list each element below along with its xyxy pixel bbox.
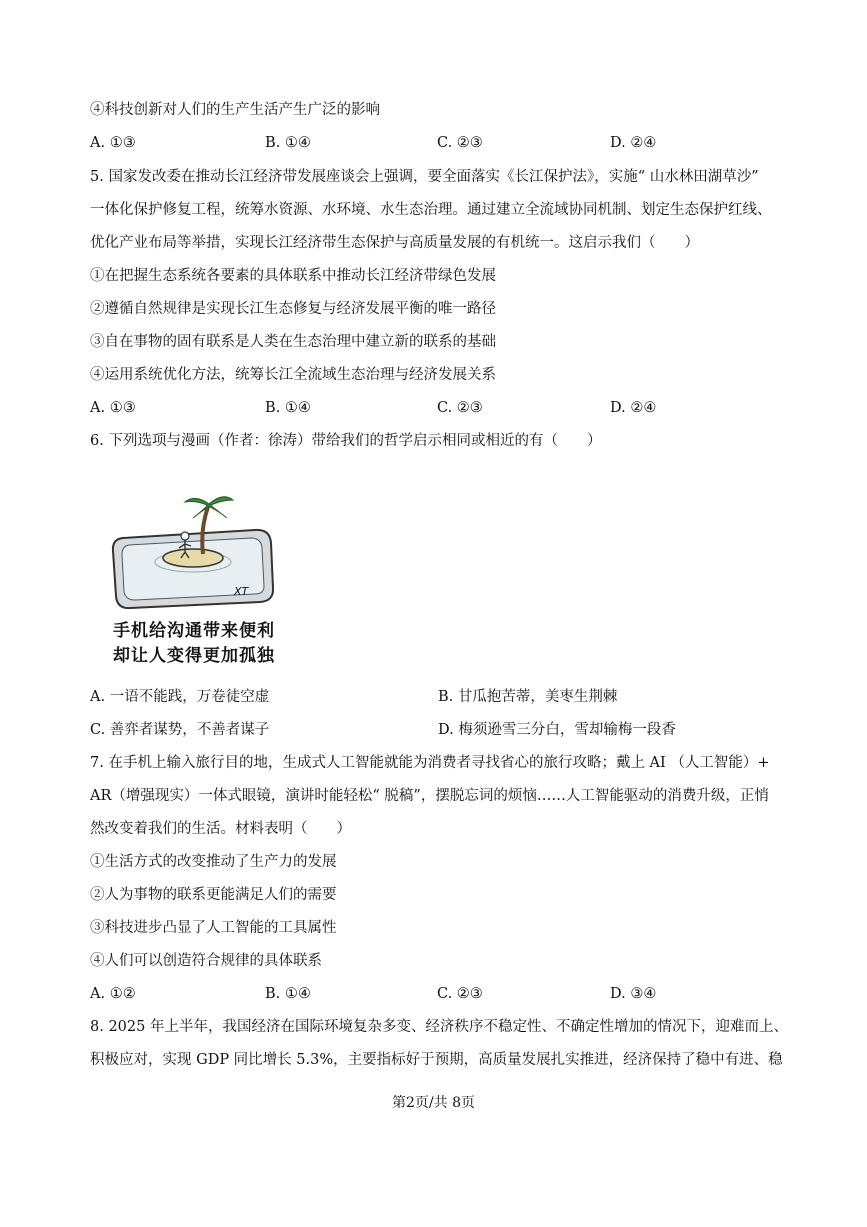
q5-item-3: ③自在事物的固有联系是人类在生态治理中建立新的联系的基础: [90, 334, 496, 350]
q7-option-a: A. ①②: [90, 986, 136, 1002]
q7-item-4: ④人们可以创造符合规律的具体联系: [90, 953, 322, 969]
q5-option-b: B. ①④: [265, 400, 311, 416]
q7-option-d: D. ③④: [610, 986, 657, 1002]
q4-option-d: D. ②④: [610, 135, 657, 151]
q5-stem-line-3: 优化产业布局等举措，实现长江经济带生态保护与高质量发展的有机统一。这启示我们（ ）: [90, 235, 699, 251]
q7-item-2: ②人为事物的联系更能满足人们的需要: [90, 887, 337, 903]
q7-item-3: ③科技进步凸显了人工智能的工具属性: [90, 920, 337, 936]
q4-option-b: B. ①④: [265, 135, 311, 151]
q6-option-d: D. 梅须逊雪三分白，雪却输梅一段香: [438, 722, 676, 738]
q5-stem-line-1: 5. 国家发改委在推动长江经济带发展座谈会上强调，要全面落实《长江保护法》，实施“ 山水林田湖草沙”: [90, 169, 759, 185]
page-number-footer: 第2页/共 8页: [392, 1095, 475, 1111]
q7-option-c: C. ②③: [437, 986, 483, 1002]
q7-stem-line-2: AR（增强现实）一体式眼镜，演讲时能轻松“ 脱稿”，摆脱忘词的烦恼……人工智能驱动的消费升级，正悄: [90, 788, 769, 804]
q4-option-a: A. ①③: [90, 135, 136, 151]
cartoon-signature: XT: [234, 585, 249, 598]
q8-stem-line-1: 8. 2025 年上半年，我国经济在国际环境复杂多变、经济秩序不稳定性、不确定性增加的情况下，迎难而上、: [90, 1019, 788, 1035]
q7-stem-line-3: 然改变着我们的生活。材料表明（ ）: [90, 821, 351, 837]
cartoon-caption-line-1: 手机给沟通带来便利: [113, 621, 275, 641]
q5-stem-line-2: 一体化保护修复工程，统筹水资源、水环境、水生态治理。通过建立全流域协同机制、划定生态保护红线、: [90, 202, 772, 218]
q5-item-4: ④运用系统优化方法，统筹长江全流域生态治理与经济发展关系: [90, 367, 496, 383]
q4-item-4: ④科技创新对人们的生产生活产生广泛的影响: [90, 102, 380, 118]
q8-stem-line-2: 积极应对，实现 GDP 同比增长 5.3%，主要指标好于预期，高质量发展扎实推进，经济保持了稳中有进、稳: [90, 1052, 783, 1068]
q7-item-1: ①生活方式的改变推动了生产力的发展: [90, 854, 337, 870]
q7-option-b: B. ①④: [265, 986, 311, 1002]
q6-stem: 6. 下列选项与漫画（作者：徐涛）带给我们的哲学启示相同或相近的有（ ）: [90, 433, 602, 449]
q5-item-1: ①在把握生态系统各要素的具体联系中推动长江经济带绿色发展: [90, 268, 496, 284]
q6-option-c: C. 善弈者谋势，不善者谋子: [90, 722, 270, 738]
q5-option-a: A. ①③: [90, 400, 136, 416]
q7-stem-line-1: 7. 在手机上输入旅行目的地，生成式人工智能就能为消费者寻找省心的旅行攻略；戴上 AI （人工智能）+: [90, 755, 770, 771]
q5-option-d: D. ②④: [610, 400, 657, 416]
q4-option-c: C. ②③: [437, 135, 483, 151]
q6-option-a: A. 一语不能践，万卷徒空虚: [90, 689, 270, 705]
q6-option-b: B. 甘瓜抱苦蒂，美枣生荆棘: [438, 689, 618, 705]
cartoon-caption-line-2: 却让人变得更加孤独: [113, 646, 275, 666]
q5-option-c: C. ②③: [437, 400, 483, 416]
q5-item-2: ②遵循自然规律是实现长江生态修复与经济发展平衡的唯一路径: [90, 301, 496, 317]
